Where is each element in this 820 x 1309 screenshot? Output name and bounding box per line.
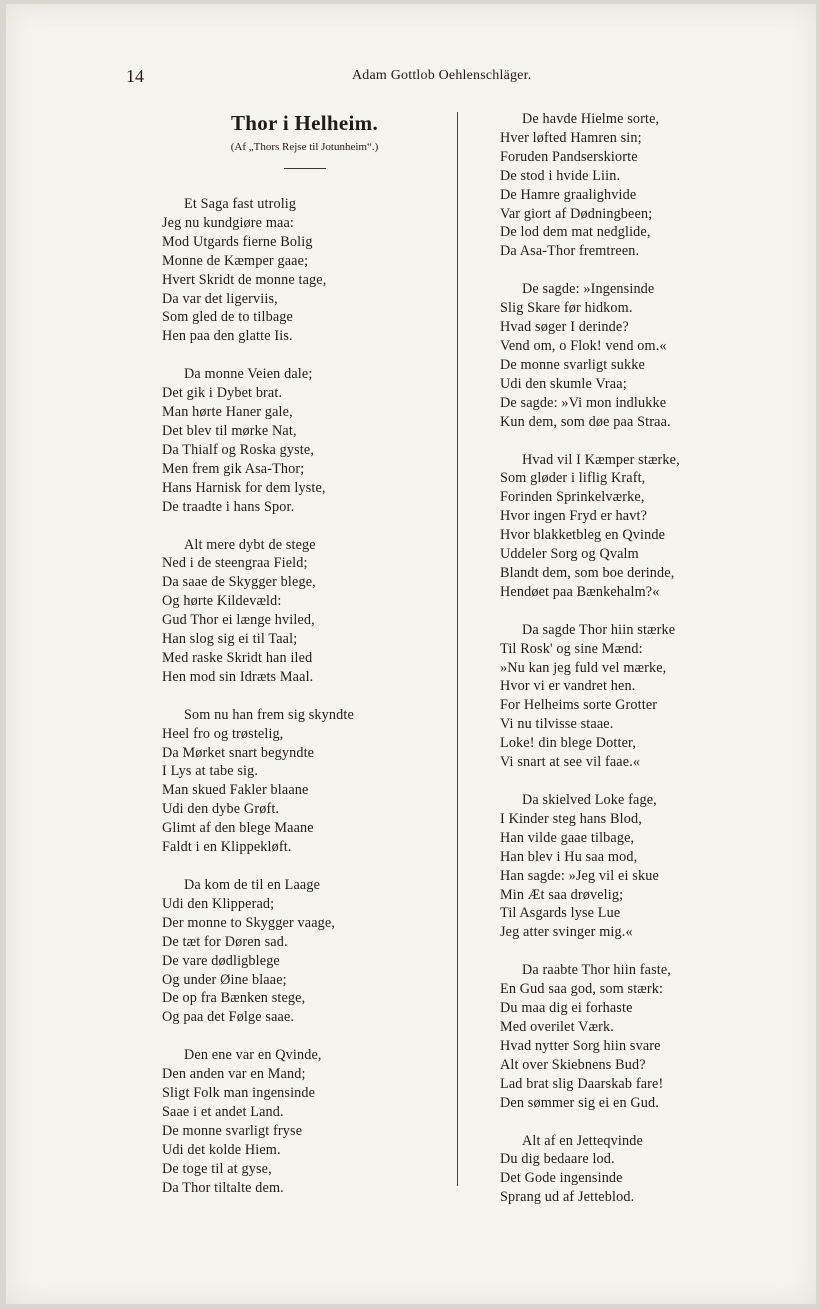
left-column — [162, 110, 447, 1217]
poem-line: Forinden Sprinkelværke, — [500, 489, 645, 506]
poem-line: Saae i et andet Land. — [162, 1103, 284, 1120]
poem-line: Hen paa den glatte Iis. — [162, 328, 293, 345]
poem-line: Loke! din blege Dotter, — [500, 735, 637, 752]
poem-line: Hen mod sin Idræts Maal. — [162, 668, 314, 685]
poem-line: Jeg atter svinger mig.« — [500, 924, 633, 941]
poem-line: Faldt i en Klippekløft. — [162, 839, 292, 856]
poem-line: Han vilde gaae tilbage, — [500, 829, 635, 846]
stanza — [162, 876, 447, 1027]
poem-line: Alt mere dybt de stege — [184, 536, 316, 553]
stanza — [500, 280, 810, 431]
poem-line: »Nu kan jeg fuld vel mærke, — [500, 659, 667, 676]
left-stanzas — [162, 195, 447, 1198]
poem-line: Slig Skare før hidkom. — [500, 300, 633, 317]
poem-line: Til Rosk' og sine Mænd: — [500, 640, 643, 657]
stanza — [500, 451, 810, 602]
poem-line: Da skielved Loke fage, — [522, 792, 657, 808]
poem-line: Da Asa-Thor fremtreen. — [500, 243, 640, 260]
poem-line: Med overilet Værk. — [500, 1018, 614, 1035]
poem-line: Ned i de steengraa Field; — [162, 555, 308, 572]
poem-line: For Helheims sorte Grotter — [500, 697, 658, 714]
column-divider — [457, 112, 458, 1186]
poem-line: Som gløder i liflig Kraft, — [500, 470, 646, 487]
poem-line: De monne svarligt sukke — [500, 356, 645, 373]
poem-line: De lod dem mat nedglide, — [500, 224, 651, 241]
poem-line: De Hamre graalighvide — [500, 186, 637, 203]
running-head: Adam Gottlob Oehlenschläger. — [352, 68, 532, 83]
title-rule — [284, 168, 326, 169]
poem-line: Da raabte Thor hiin faste, — [522, 962, 672, 979]
poem-line: Da Mørket snart begyndte — [162, 744, 315, 761]
poem-line: Kun dem, som døe paa Straa. — [500, 413, 671, 430]
poem-line: Du maa dig ei forhaste — [500, 1000, 633, 1017]
stanza — [162, 536, 447, 687]
poem-line: Hvert Skridt de monne tage, — [162, 271, 327, 288]
poem-subtitle: (Af „Thors Rejse til Jotunheim“.) — [230, 141, 379, 153]
poem-line: Som gled de to tilbage — [162, 309, 293, 326]
poem-line: Den anden var en Mand; — [162, 1066, 306, 1083]
poem-line: Heel fro og trøstelig, — [162, 725, 284, 742]
poem-line: Blandt dem, som boe derinde, — [500, 564, 675, 581]
poem-line: Udi den dybe Grøft. — [162, 801, 280, 818]
poem-line: De traadte i hans Spor. — [162, 498, 295, 515]
poem-line: Udi den Klipperad; — [162, 895, 275, 912]
poem-line: Udi den skumle Vraa; — [500, 375, 627, 392]
poem-line: Et Saga fast utrolig — [184, 196, 297, 212]
poem-line: Monne de Kæmper gaae; — [162, 252, 309, 269]
book-page — [6, 4, 816, 1304]
poem-title: Thor i Helheim. — [230, 111, 379, 135]
poem-line: Hvad søger I derinde? — [500, 319, 629, 336]
poem-line: Lad brat slig Daarskab fare! — [500, 1075, 664, 1092]
stanza — [500, 621, 810, 772]
poem-line: Uddeler Sorg og Qvalm — [500, 546, 639, 563]
poem-line: I Lys at tabe sig. — [162, 763, 259, 780]
poem-line: Vi nu tilvisse staae. — [500, 716, 614, 733]
poem-line: De havde Hielme sorte, — [522, 111, 660, 127]
poem-line: Og under Øine blaae; — [162, 971, 287, 988]
poem-line: Hver løfted Hamren sin; — [500, 129, 642, 146]
poem-line: Mod Utgards fierne Bolig — [162, 233, 313, 250]
poem-line: Min Æt saa drøvelig; — [500, 886, 624, 903]
poem-line: Da var det ligerviis, — [162, 290, 278, 307]
poem-line: Da Thor tiltalte dem. — [162, 1179, 284, 1196]
poem-line: Der monne to Skygger vaage, — [162, 914, 336, 931]
poem-line: Hvor ingen Fryd er havt? — [500, 508, 648, 525]
poem-line: Sligt Folk man ingensinde — [162, 1085, 316, 1102]
stanza — [162, 195, 447, 346]
poem-line: Gud Thor ei længe hviled, — [162, 612, 315, 629]
poem-line: Da saae de Skygger blege, — [162, 574, 316, 591]
poem-line: Hvor vi er vandret hen. — [500, 678, 636, 695]
poem-line: Og paa det Følge saae. — [162, 1009, 295, 1026]
stanza — [500, 791, 810, 942]
poem-line: Med raske Skridt han iled — [162, 649, 313, 666]
poem-line: Til Asgards lyse Lue — [500, 905, 621, 922]
stanza — [162, 706, 447, 857]
poem-line: Glimt af den blege Maane — [162, 820, 314, 837]
poem-line: Han sagde: »Jeg vil ei skue — [500, 867, 659, 884]
poem-line: De stod i hvide Liin. — [500, 167, 621, 184]
poem-line: Alt af en Jetteqvinde — [522, 1132, 643, 1149]
poem-line: Foruden Pandserskiorte — [500, 148, 638, 165]
poem-line: I Kinder steg hans Blod, — [500, 810, 642, 827]
poem-line: Hvor blakketbleg en Qvinde — [500, 527, 666, 544]
poem-line: Sprang ud af Jetteblod. — [500, 1189, 635, 1206]
right-stanzas — [500, 110, 810, 1207]
poem-line: Den ene var en Qvinde, — [184, 1047, 322, 1064]
poem-line: En Gud saa god, som stærk: — [500, 981, 664, 998]
stanza — [500, 961, 810, 1112]
poem-line: Som nu han frem sig skyndte — [184, 706, 354, 723]
poem-line: Hendøet paa Bænkehalm?« — [500, 583, 660, 600]
poem-line: Da kom de til en Laage — [184, 877, 321, 893]
poem-line: Var giort af Dødningbeen; — [500, 205, 653, 222]
poem-line: Det Gode ingensinde — [500, 1170, 623, 1187]
poem-line: Vi snart at see vil faae.« — [500, 754, 641, 771]
poem-line: Udi det kolde Hiem. — [162, 1141, 281, 1158]
poem-line: Da Thialf og Roska gyste, — [162, 441, 315, 458]
poem-line: De sagde: »Ingensinde — [522, 281, 655, 298]
stanza — [162, 1046, 447, 1197]
poem-line: Og hørte Kildevæld: — [162, 593, 282, 610]
page-header — [6, 66, 816, 90]
poem-line: Alt over Skiebnens Bud? — [500, 1056, 646, 1073]
poem-line: Da monne Veien dale; — [184, 366, 313, 383]
poem-line: Jeg nu kundgiøre maa: — [162, 214, 294, 231]
poem-line: Det blev til mørke Nat, — [162, 422, 297, 439]
poem-line: Han blev i Hu saa mod, — [500, 848, 638, 865]
poem-line: Man hørte Haner gale, — [162, 404, 293, 421]
page-number: 14 — [126, 66, 144, 86]
poem-line: Man skued Fakler blaane — [162, 782, 309, 799]
poem-line: Hvad vil I Kæmper stærke, — [522, 451, 680, 468]
poem-line: De sagde: »Vi mon indlukke — [500, 394, 667, 411]
poem-line: Men frem gik Asa-Thor; — [162, 460, 305, 477]
stanza — [500, 110, 810, 261]
poem-line: Det gik i Dybet brat. — [162, 385, 283, 402]
poem-line: De op fra Bænken stege, — [162, 990, 306, 1007]
poem-line: Den sømmer sig ei en Gud. — [500, 1094, 659, 1111]
poem-line: Hans Harnisk for dem lyste, — [162, 479, 326, 496]
poem-line: De monne svarligt fryse — [162, 1122, 303, 1139]
poem-line: De vare dødligblege — [162, 952, 280, 969]
poem-line: Du dig bedaare lod. — [500, 1151, 615, 1168]
right-column — [500, 110, 810, 1226]
poem-line: Hvad nytter Sorg hiin svare — [500, 1037, 661, 1054]
stanza — [162, 365, 447, 516]
poem-line: De toge til at gyse, — [162, 1160, 272, 1177]
poem-line: Han slog sig ei til Taal; — [162, 631, 298, 648]
poem-line: Da sagde Thor hiin stærke — [522, 621, 676, 638]
stanza — [500, 1132, 810, 1208]
poem-line: De tæt for Døren sad. — [162, 933, 288, 950]
poem-line: Vend om, o Flok! vend om.« — [500, 337, 667, 354]
